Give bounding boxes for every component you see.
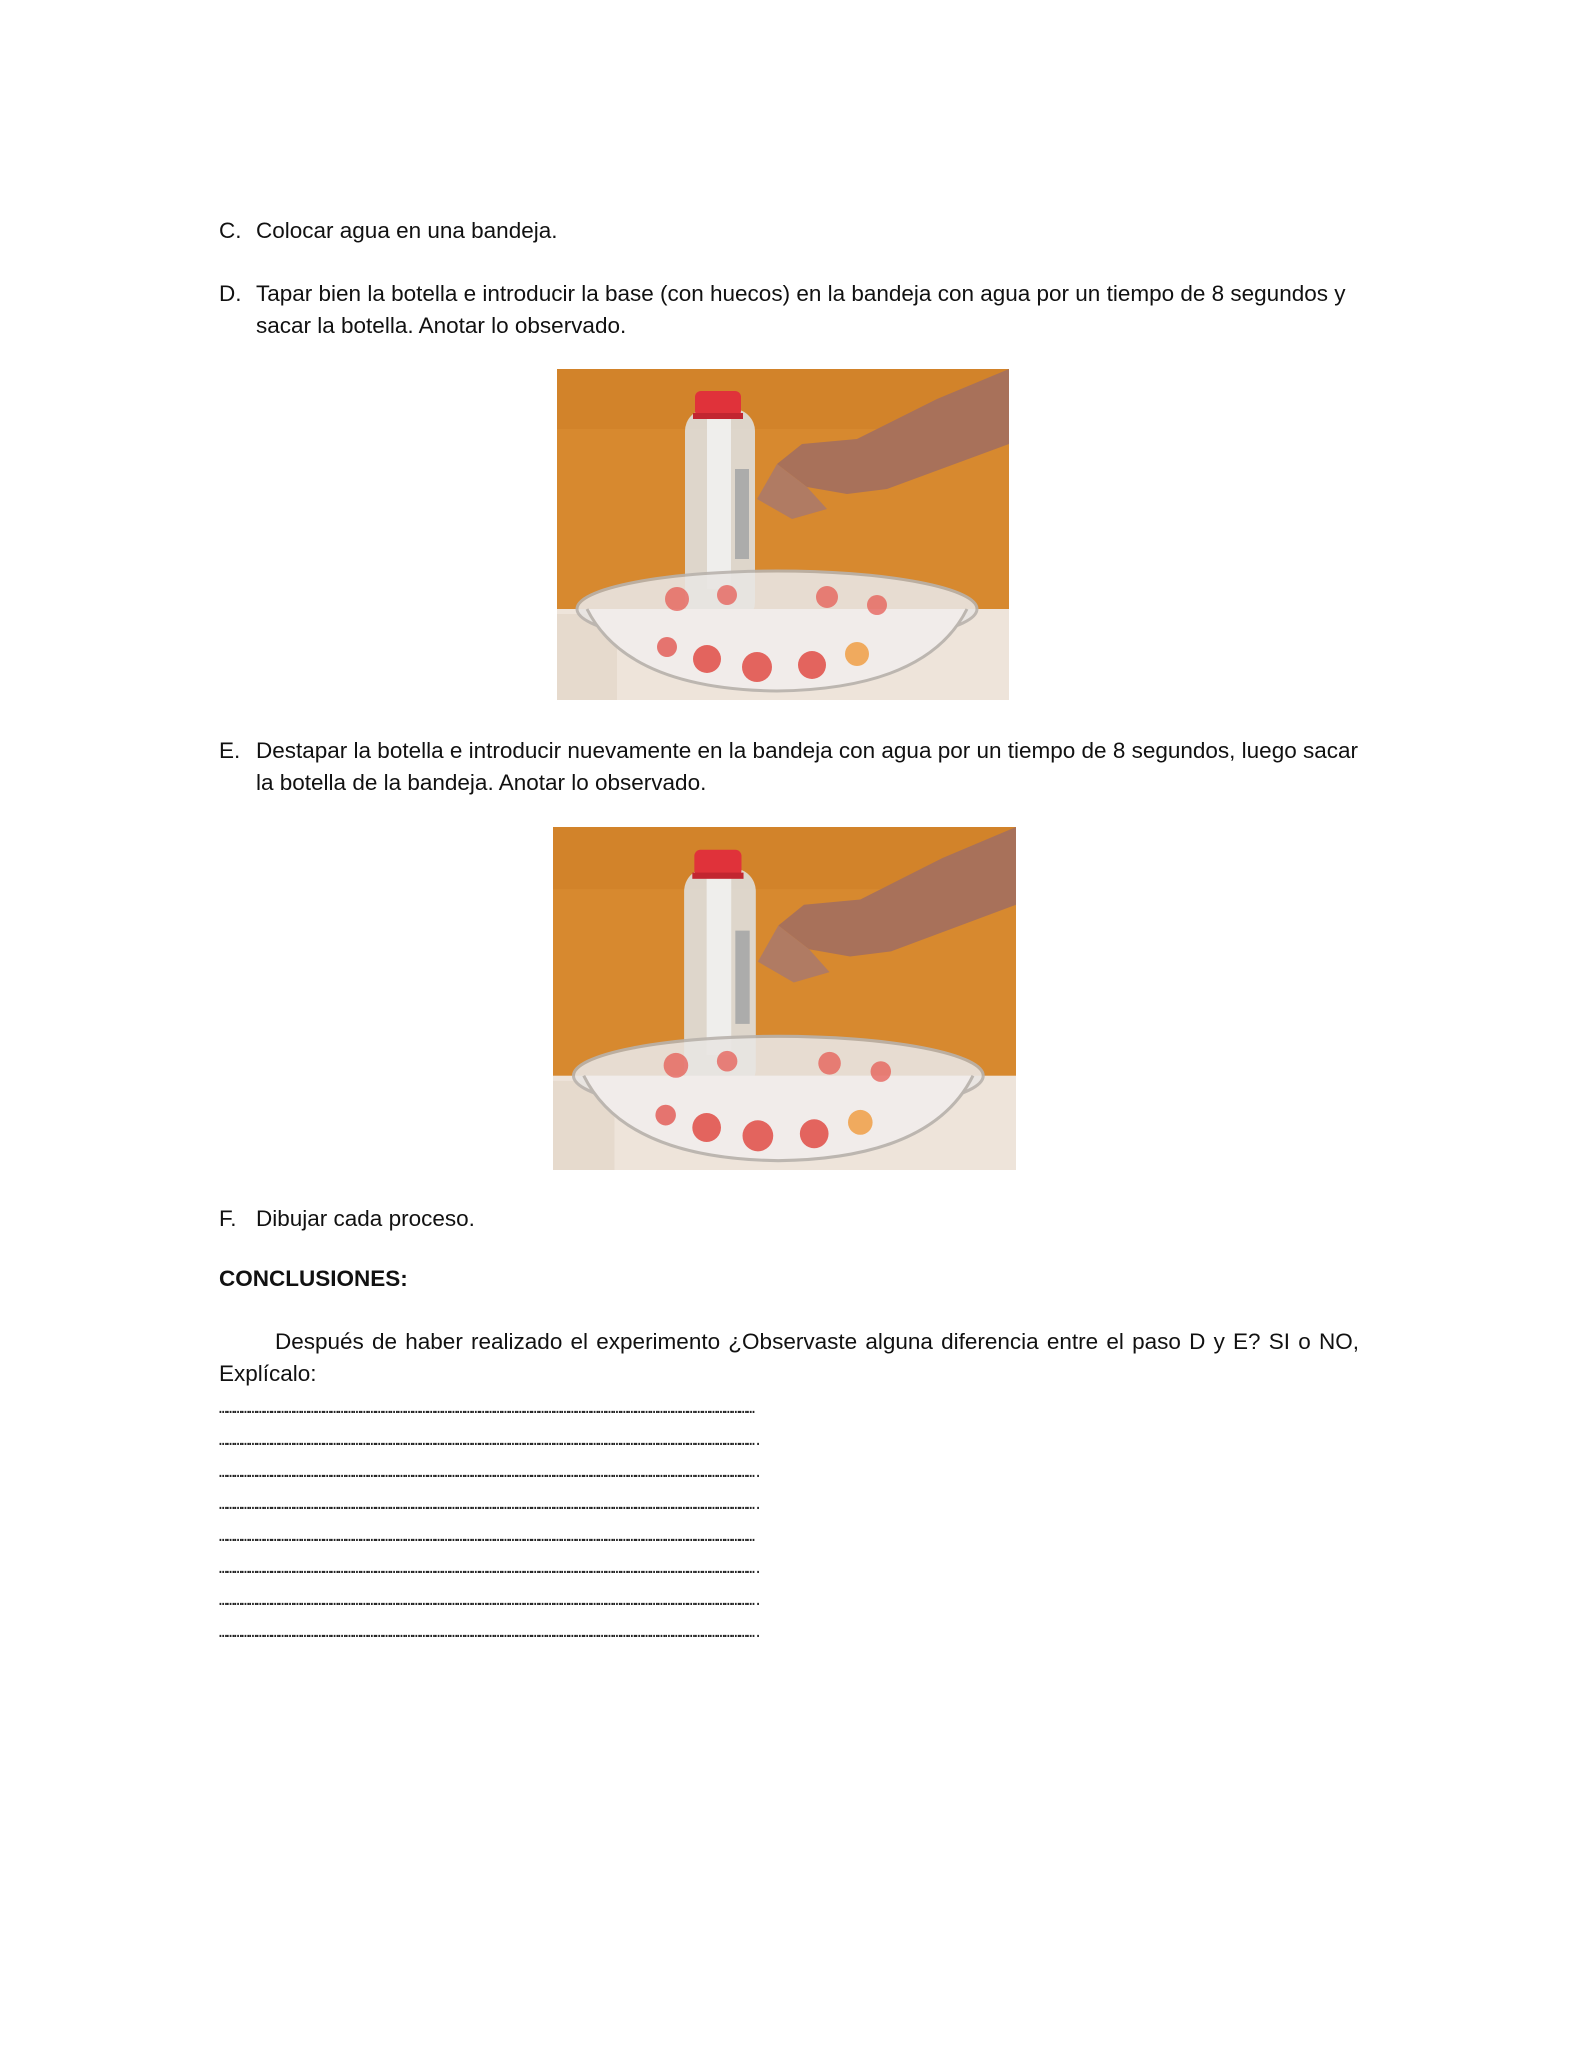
step-f [219, 1203, 1359, 1235]
step-text: Destapar la botella e introducir nuevamente en la bandeja con agua por un tiempo de 8 segundos, luego sacar la botella de la bandeja. Anotar lo observado. [256, 738, 1358, 795]
step-d [219, 278, 1359, 342]
answer-line: ………………………………………………………………………………………………………………………………………………………………………………………………. [219, 1497, 762, 1513]
answer-line: ……………………………………………………………………………………………………………………………………………………………………………………………… [219, 1529, 754, 1545]
step-c [219, 215, 1359, 247]
bottle-in-bowl-illustration [553, 827, 1016, 1170]
bottle-in-bowl-illustration [557, 369, 1009, 700]
answer-lines [219, 1393, 1359, 1649]
step-text: Dibujar cada proceso. [256, 1206, 475, 1231]
conclusions-question [219, 1326, 1359, 1390]
step-letter: E. [219, 738, 241, 763]
question-text: Después de haber realizado el experimento ¿Observaste alguna diferencia entre el paso D y E? SI o NO, Explícalo: [219, 1329, 1359, 1386]
answer-line: ………………………………………………………………………………………………………………………………………………………………………………………………. [219, 1561, 762, 1577]
answer-line: ………………………………………………………………………………………………………………………………………………………………………………………………. [219, 1593, 762, 1609]
step-letter: D. [219, 281, 242, 306]
answer-line: ………………………………………………………………………………………………………………………………………………………………………………………………. [219, 1625, 762, 1641]
photo-bottle-capped [557, 369, 1009, 700]
photo-bottle-uncapped [553, 827, 1016, 1170]
step-e [219, 735, 1359, 799]
answer-line: ………………………………………………………………………………………………………………………………………………………………………………………………. [219, 1433, 762, 1449]
answer-line: ………………………………………………………………………………………………………………………………………………………………………………………………. [219, 1465, 762, 1481]
step-letter: C. [219, 218, 242, 243]
conclusions-heading: CONCLUSIONES: [219, 1266, 408, 1291]
step-text: Tapar bien la botella e introducir la base (con huecos) en la bandeja con agua por un tiempo de 8 segundos y sacar la botella. Anotar lo observado. [256, 281, 1346, 338]
answer-line: ……………………………………………………………………………………………………………………………………………………………………………………………… [219, 1401, 754, 1417]
step-text: Colocar agua en una bandeja. [256, 218, 558, 243]
step-letter: F. [219, 1206, 237, 1231]
